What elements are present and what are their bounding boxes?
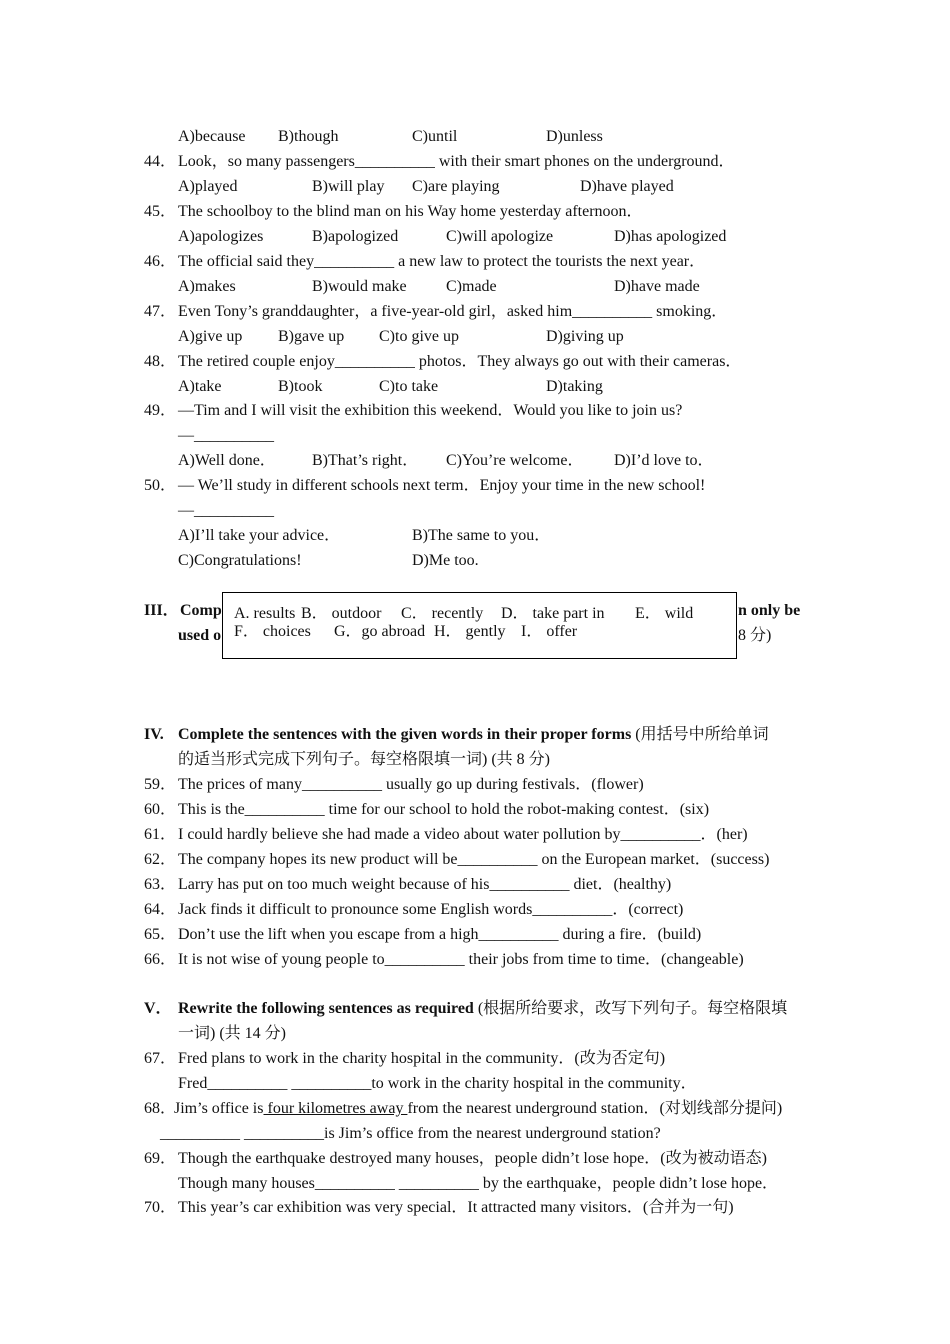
q44-option-c: C)are playing — [412, 178, 500, 195]
section4-title — [178, 725, 769, 745]
section3-title-fragment-2: n only be — [738, 602, 801, 619]
word-bank-g: G．go abroad — [334, 623, 426, 640]
q68-number: 68． — [144, 1100, 177, 1117]
q47-option-a: A)give up — [178, 328, 243, 345]
q45-number: 45． — [144, 203, 177, 220]
q50-text: — We’ll study in different schools next term．Enjoy your time in the new school! — [178, 477, 706, 494]
q64-number: 64． — [144, 901, 177, 918]
q61-text: I could hardly believe she had made a video about water pollution by__________．(her) — [178, 826, 748, 843]
q48-option-b: B)took — [278, 378, 323, 395]
q47-option-c: C)to give up — [379, 328, 459, 345]
q45-text: The schoolboy to the blind man on his Way home yesterday afternoon． — [178, 203, 643, 220]
q47-number: 47． — [144, 303, 177, 320]
q67-fill-line: Fred__________ __________to work in the charity hospital in the community． — [178, 1075, 697, 1092]
q50-option-c: C)Congratulations! — [178, 552, 302, 569]
q45-option-c: C)will apologize — [446, 228, 554, 245]
q62-number: 62． — [144, 851, 177, 868]
q50-option-d: D)Me too. — [412, 552, 479, 569]
q67-number: 67． — [144, 1050, 177, 1067]
q43-option-a: A)because — [178, 128, 246, 145]
q46-option-a: A)makes — [178, 278, 236, 295]
q68-text-post: from the nearest underground station．(对划线部分提问) — [407, 1100, 783, 1117]
word-bank-h: H． gently — [434, 623, 506, 640]
q44-option-a: A)played — [178, 178, 238, 195]
q70-number: 70． — [144, 1199, 177, 1216]
q50-reply-blank: —__________ — [178, 502, 274, 519]
q60-number: 60． — [144, 801, 177, 818]
word-bank-f: F． choices — [234, 623, 311, 640]
q46-option-c: C)made — [446, 278, 497, 295]
q43-option-b: B)though — [278, 128, 339, 145]
section4-title-cn-cont: 的适当形式完成下列句子。每空格限填一词) (共 8 分) — [178, 751, 550, 768]
q69-fill-line: Though many houses__________ __________ by the earthquake，people didn’t lose hope． — [178, 1175, 779, 1192]
q48-option-d: D)taking — [546, 378, 603, 395]
q69-number: 69． — [144, 1150, 177, 1167]
q46-number: 46． — [144, 253, 177, 270]
q47-option-d: D)giving up — [546, 328, 624, 345]
q68-underlined-part: four kilometres away — [263, 1100, 408, 1117]
q46-option-b: B)would make — [312, 278, 407, 295]
q45-option-b: B)apologized — [312, 228, 399, 245]
q65-number: 65． — [144, 926, 177, 943]
q68-text-pre: Jim’s office is — [174, 1100, 264, 1117]
q66-text: It is not wise of young people to__________ their jobs from time to time．(changeable) — [178, 951, 744, 968]
q44-option-b: B)will play — [312, 178, 385, 195]
q44-number: 44． — [144, 153, 177, 170]
word-bank-b: B． outdoor — [301, 605, 382, 622]
section5-title-cn-cont: 一词) (共 14 分) — [178, 1025, 286, 1042]
word-bank-a: A. results — [234, 605, 296, 622]
q48-option-a: A)take — [178, 378, 222, 395]
q60-text: This is the__________ time for our school to hold the robot-making contest．(six) — [178, 801, 710, 818]
q48-text: The retired couple enjoy__________ photos．They always go out with their cameras． — [178, 353, 742, 370]
q50-option-b: B)The same to you． — [412, 527, 551, 544]
section3-number: III． — [144, 602, 179, 619]
q47-text: Even Tony’s granddaughter，a five-year-old girl，asked him__________ smoking． — [178, 303, 728, 320]
section5-title-en: Rewrite the following sentences as required — [178, 1000, 474, 1017]
word-bank-c: C． recently — [401, 605, 484, 622]
q49-option-a: A)Well done． — [178, 452, 276, 469]
section4-number: IV. — [144, 726, 164, 743]
section3-title-fragment-3: used o — [178, 627, 222, 644]
q49-reply-blank: —__________ — [178, 427, 274, 444]
section5-title — [178, 999, 787, 1019]
q46-text: The official said they__________ a new law to protect the tourists the next year． — [178, 253, 706, 270]
q67-text: Fred plans to work in the charity hospital in the community．(改为否定句) — [178, 1050, 666, 1067]
q49-number: 49． — [144, 402, 177, 419]
q45-option-a: A)apologizes — [178, 228, 264, 245]
section4-title-en: Complete the sentences with the given words in their proper forms — [178, 726, 632, 743]
q45-option-d: D)has apologized — [614, 228, 727, 245]
word-bank-box — [222, 592, 737, 659]
q47-option-b: B)gave up — [278, 328, 345, 345]
q69-text: Though the earthquake destroyed many houses，people didn’t lose hope．(改为被动语态) — [178, 1150, 767, 1167]
q64-text: Jack finds it difficult to pronounce some English words__________．(correct) — [178, 901, 684, 918]
q49-option-c: C)You’re welcome． — [446, 452, 584, 469]
q43-option-c: C)until — [412, 128, 458, 145]
section5-title-cn: (根据所给要求，改写下列句子。每空格限填 — [477, 1000, 788, 1017]
q59-number: 59． — [144, 776, 177, 793]
section3-title-fragment-1: Comp — [180, 602, 222, 619]
q48-option-c: C)to take — [379, 378, 439, 395]
q68-fill-line: __________ __________is Jim’s office from the nearest underground station? — [160, 1125, 661, 1142]
q70-text: This year’s car exhibition was very special．It attracted many visitors．(合并为一句) — [178, 1199, 734, 1216]
q63-number: 63． — [144, 876, 177, 893]
q49-option-b: B)That’s right． — [312, 452, 419, 469]
q46-option-d: D)have made — [614, 278, 700, 295]
section3-score-fragment: 8 分) — [738, 627, 772, 644]
q59-text: The prices of many__________ usually go up during festivals．(flower) — [178, 776, 644, 793]
q44-option-d: D)have played — [580, 178, 674, 195]
q68-text — [174, 1099, 782, 1119]
section4-title-cn: (用括号中所给单词 — [635, 726, 769, 743]
q48-number: 48． — [144, 353, 177, 370]
q49-text: —Tim and I will visit the exhibition this weekend．Would you like to join us? — [178, 402, 683, 419]
q43-option-d: D)unless — [546, 128, 603, 145]
q50-option-a: A)I’ll take your advice． — [178, 527, 341, 544]
q63-text: Larry has put on too much weight because of his__________ diet．(healthy) — [178, 876, 672, 893]
word-bank-e: E． wild — [635, 605, 694, 622]
word-bank-i: I． offer — [521, 623, 578, 640]
q44-text: Look，so many passengers__________ with their smart phones on the underground． — [178, 153, 735, 170]
q50-number: 50． — [144, 477, 177, 494]
word-bank-d: D． take part in — [501, 605, 605, 622]
q66-number: 66． — [144, 951, 177, 968]
section5-number: V． — [144, 1000, 172, 1017]
q49-option-d: D)I’d love to． — [614, 452, 714, 469]
q61-number: 61． — [144, 826, 177, 843]
q62-text: The company hopes its new product will be__________ on the European market．(success) — [178, 851, 770, 868]
q65-text: Don’t use the lift when you escape from a high__________ during a fire．(build) — [178, 926, 702, 943]
